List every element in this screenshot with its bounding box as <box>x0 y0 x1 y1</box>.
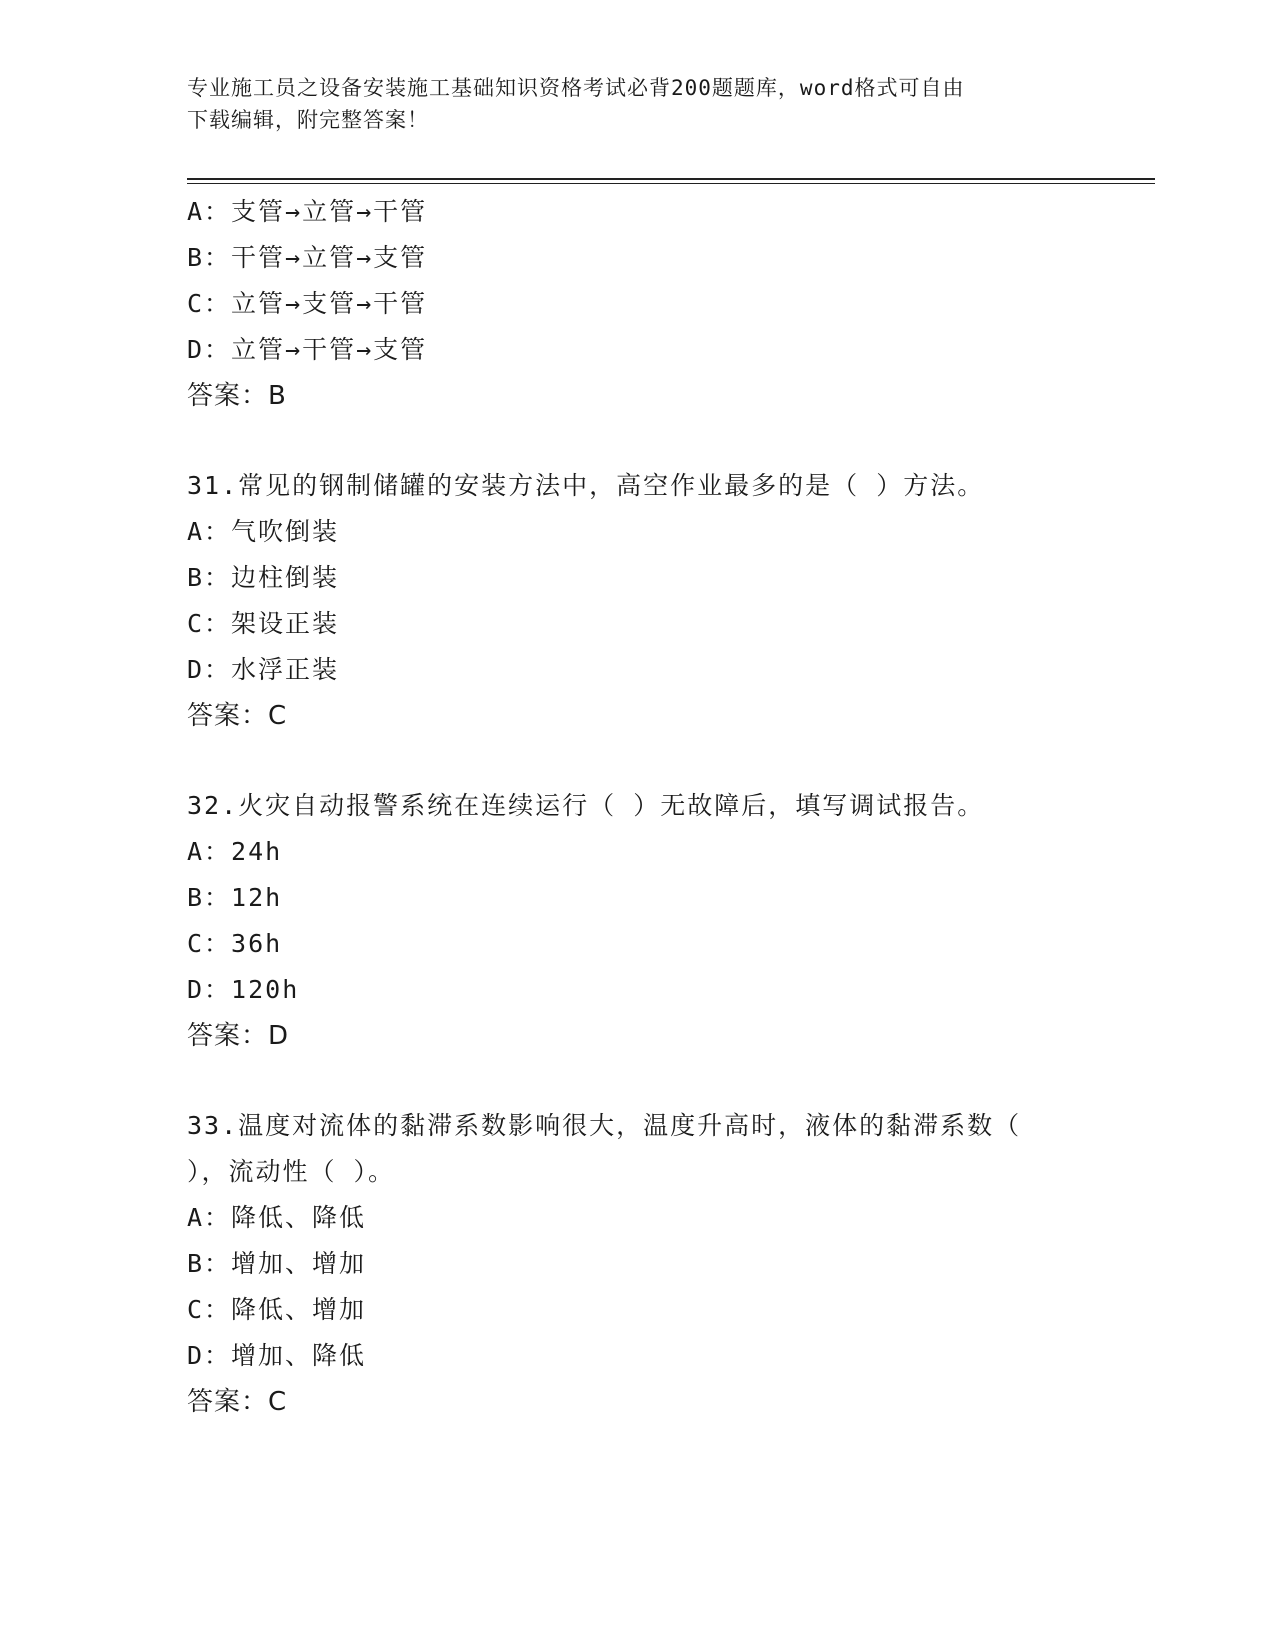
header-divider-thick <box>187 178 1155 180</box>
option-b: B：增加、增加 <box>187 1249 367 1278</box>
question-32 <box>187 783 1087 1059</box>
question-31 <box>187 463 1087 739</box>
document-header <box>187 72 1067 136</box>
header-divider-thin <box>187 183 1155 184</box>
question-text-line-2: ），流动性（ ）。 <box>187 1157 396 1186</box>
option-c: C：36h <box>187 929 283 958</box>
option-c: C：立管→支管→干管 <box>187 289 428 318</box>
option-d: D：水浮正装 <box>187 655 340 684</box>
option-a: A：降低、降低 <box>187 1203 367 1232</box>
option-a: A：支管→立管→干管 <box>187 197 428 226</box>
option-b: B：12h <box>187 883 283 912</box>
question-33 <box>187 1103 1087 1425</box>
header-line-1: 专业施工员之设备安装施工基础知识资格考试必背200题题库，word格式可自由 <box>187 76 965 100</box>
option-d: D：立管→干管→支管 <box>187 335 428 364</box>
answer: 答案：B <box>187 381 287 411</box>
answer: 答案：C <box>187 1387 288 1417</box>
question-text: 32.火灾自动报警系统在连续运行（ ）无故障后，填写调试报告。 <box>187 791 985 820</box>
option-b: B：边柱倒装 <box>187 563 340 592</box>
option-a: A：气吹倒装 <box>187 517 340 546</box>
option-b: B：干管→立管→支管 <box>187 243 428 272</box>
question-text-line-1: 33.温度对流体的黏滞系数影响很大，温度升高时，液体的黏滞系数（ <box>187 1111 1022 1140</box>
answer: 答案：C <box>187 701 288 731</box>
option-d: D：增加、降低 <box>187 1341 367 1370</box>
option-d: D：120h <box>187 975 300 1004</box>
question-text: 31.常见的钢制储罐的安装方法中，高空作业最多的是（ ）方法。 <box>187 471 985 500</box>
option-c: C：降低、增加 <box>187 1295 367 1324</box>
header-line-2: 下载编辑，附完整答案！ <box>187 108 429 132</box>
option-c: C：架设正装 <box>187 609 340 638</box>
answer: 答案：D <box>187 1021 290 1051</box>
question-list <box>187 189 1087 1425</box>
question-30 <box>187 189 1087 419</box>
option-a: A：24h <box>187 837 283 866</box>
